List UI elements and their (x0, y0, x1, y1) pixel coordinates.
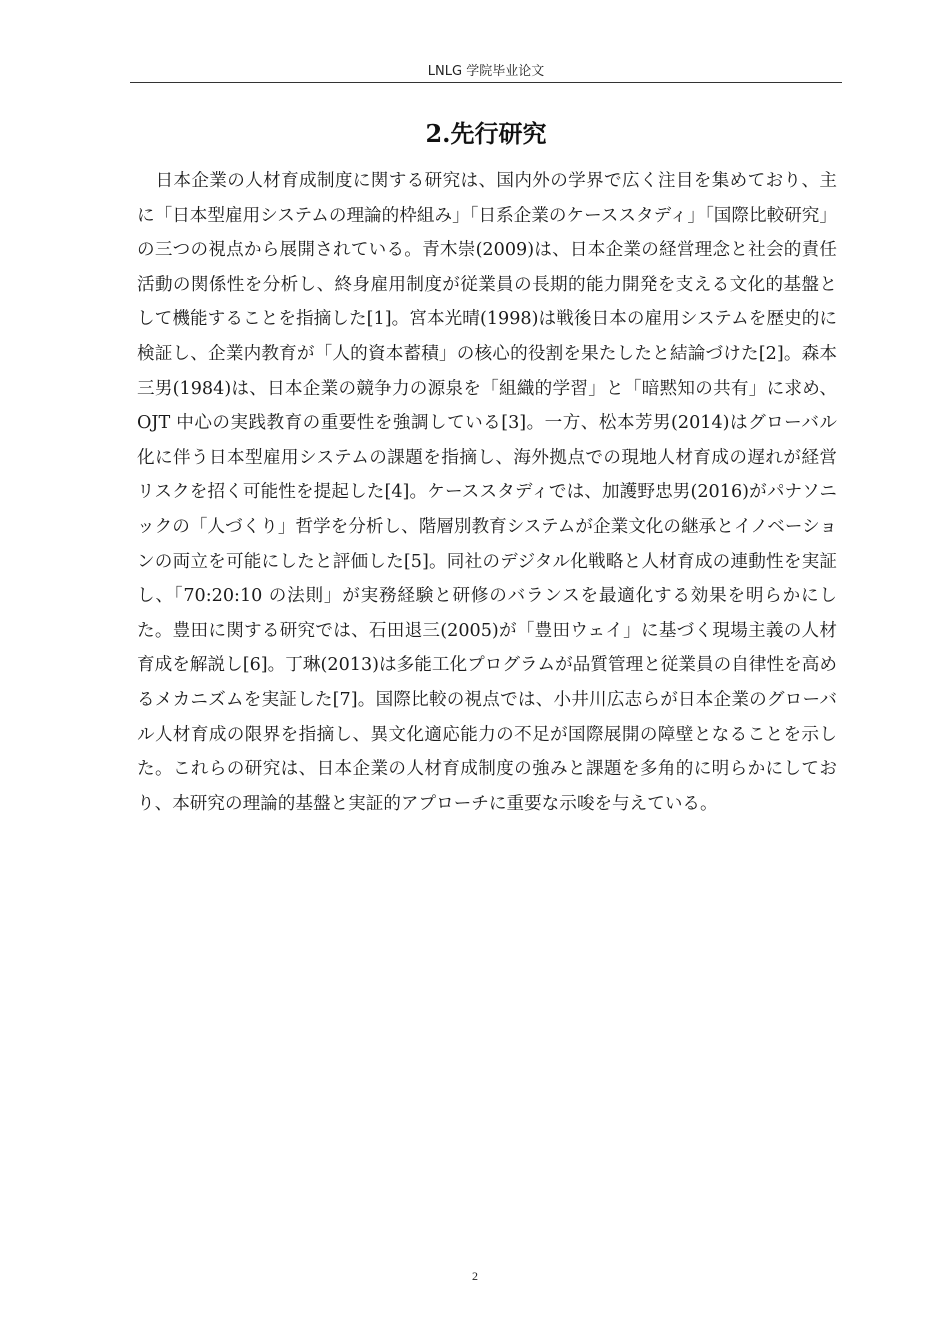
page-header: LNLG 学院毕业论文 (427, 64, 545, 79)
body-paragraph: 日本企業の人材育成制度に関する研究は、国内外の学界で広く注目を集めており、主に「日本型雇用システムの理論的枠組み」「日系企業のケーススタディ」「国際比較研究」の三つの視点から展開されている。青木崇(2009)は、日本企業の経営理念と社会的責任活動の関係性を分析し、終身雇用制度が従業員の長期的能力開発を支える文化的基盤として機能することを指摘した[1]。宮本光晴(1998)は戦後日本の雇用システムを歴史的に検証し、企業内教育が「人的資本蓄積」の核心的役割を果たしたと結論づけた[2]。森本三男(1984)は、日本企業の競争力の源泉を「組織的学習」と「暗黙知の共有」に求め、OJT 中心の実践教育の重要性を強調している[3]。一方、松本芳男(2014)はグローバル化に伴う日本型雇用システムの課題を指摘し、海外拠点での現地人材育成の遅れが経営リスクを招く可能性を提起した[4]。ケーススタディでは、加護野忠男(2016)がパナソニックの「人づくり」哲学を分析し、階層別教育システムが企業文化の継承とイノベーションの両立を可能にしたと評価した[5]。同社のデジタル化戦略と人材育成の連動性を実証し、「70:20:10 の法則」が実務経験と研修のバランスを最適化する効果を明らかにした。豊田に関する研究では、石田退三(2005)が「豊田ウェイ」に基づく現場主義の人材育成を解説し[6]。丁琳(2013)は多能工化プログラムが品質管理と従業員の自律性を高めるメカニズムを実証した[7]。国際比較の視点では、小井川広志らが日本企業のグローバル人材育成の限界を指摘し、異文化適応能力の不足が国際展開の障壁となることを示した。これらの研究は、日本企業の人材育成制度の強みと課題を多角的に明らかにしており、本研究の理論的基盤と実証的アプローチに重要な示唆を与えている。 (137, 171, 837, 814)
page-number: 2 (472, 1269, 478, 1283)
header-divider (130, 82, 842, 83)
section-title: 2.先行研究 (425, 119, 547, 148)
